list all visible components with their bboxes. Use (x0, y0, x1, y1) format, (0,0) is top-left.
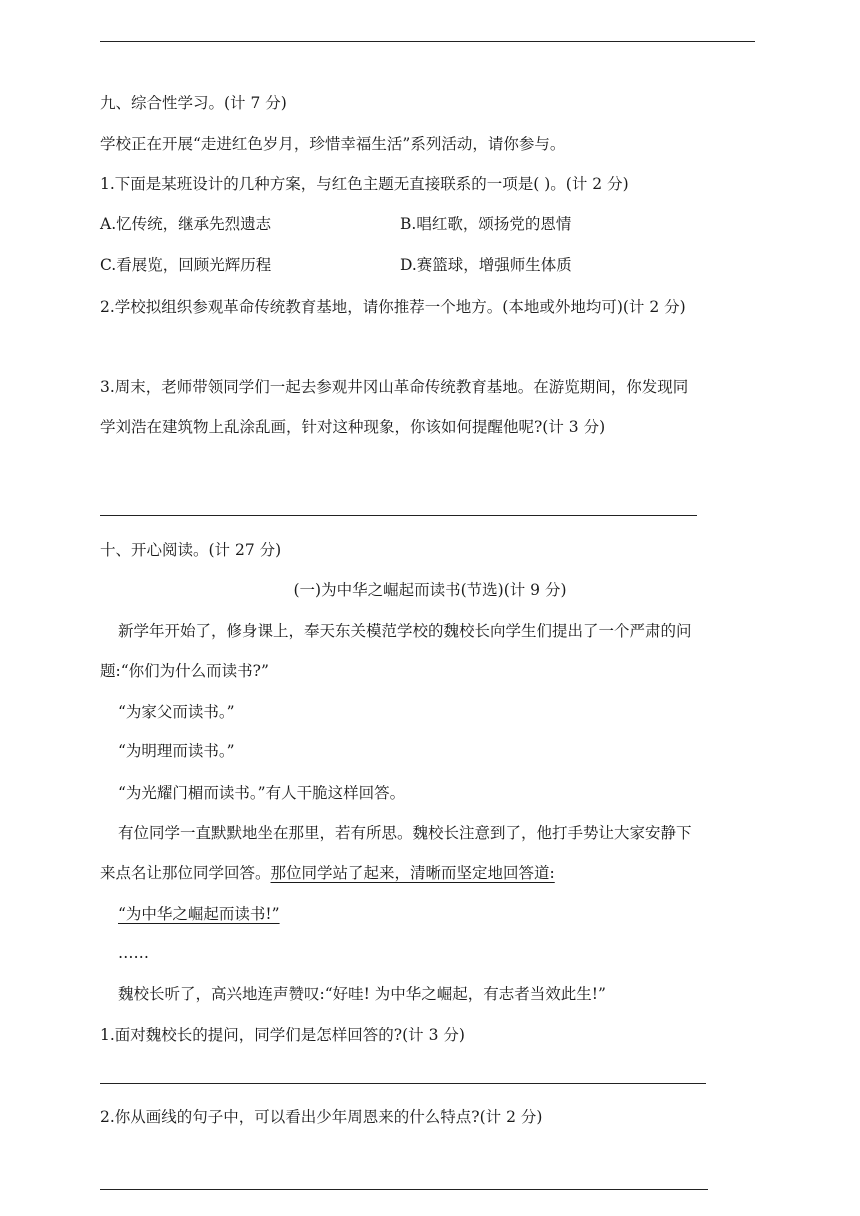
passage-paragraph-5-line-1: 有位同学一直默默地坐在那里，若有所思。魏校长注意到了，他打手势让大家安静下 (118, 824, 692, 842)
section-9-question-2: 2.学校拟组织参观革命传统教育基地，请你推荐一个地方。(本地或外地均可)(计 2 分) (100, 298, 686, 316)
underlined-sentence-part-2: “为中华之崛起而读书!” (118, 905, 280, 923)
section-9-question-3-line-2: 学刘浩在建筑物上乱涂乱画，针对这种现象，你该如何提醒他呢?(计 3 分) (100, 418, 606, 436)
ellipsis: …… (118, 944, 149, 962)
section-9-intro: 学校正在开展“走进红色岁月，珍惜幸福生活”系列活动，请你参与。 (100, 135, 566, 153)
section-10-question-2: 2.你从画线的句子中，可以看出少年周恩来的什么特点?(计 2 分) (100, 1108, 543, 1126)
passage-paragraph-3: “为明理而读书。” (118, 742, 235, 760)
section-9-heading: 九、综合性学习。(计 7 分) (100, 94, 287, 112)
section-10-heading: 十、开心阅读。(计 27 分) (100, 541, 282, 559)
passage-paragraph-4: “为光耀门楣而读书。”有人干脆这样回答。 (118, 784, 406, 802)
section-9-question-1: 1.下面是某班设计的几种方案，与红色主题无直接联系的一项是( )。(计 2 分) (100, 175, 629, 193)
passage-paragraph-1-line-2: 题:“你们为什么而读书?” (100, 662, 269, 680)
answer-line-q1 (100, 1083, 706, 1084)
option-d: D.赛篮球，增强师生体质 (400, 256, 572, 274)
top-rule (100, 41, 755, 42)
answer-line-q2 (100, 1189, 708, 1190)
passage-paragraph-5-line-2 (100, 863, 555, 883)
option-b: B.唱红歌，颂扬党的恩情 (400, 215, 572, 233)
option-c: C.看展览，回顾光辉历程 (100, 256, 272, 274)
passage-paragraph-2: “为家父而读书。” (118, 703, 235, 721)
underlined-sentence-part-1: 那位同学站了起来，清晰而坚定地回答道: (270, 864, 555, 882)
passage-title: (一)为中华之崛起而读书(节选)(计 9 分) (293, 581, 567, 599)
passage-paragraph-5-plain: 来点名让那位同学回答。 (100, 864, 271, 882)
answer-line-q3 (100, 515, 697, 516)
passage-paragraph-7: 魏校长听了，高兴地连声赞叹:“好哇! 为中华之崛起，有志者当效此生!” (118, 985, 606, 1003)
option-a: A.忆传统，继承先烈遗志 (100, 215, 272, 233)
section-10-question-1: 1.面对魏校长的提问，同学们是怎样回答的?(计 3 分) (100, 1026, 465, 1044)
passage-paragraph-1-line-1: 新学年开始了，修身课上，奉天东关模范学校的魏校长向学生们提出了一个严肃的问 (118, 622, 692, 640)
section-9-question-3-line-1: 3.周末，老师带领同学们一起去参观井冈山革命传统教育基地。在游览期间，你发现同 (100, 378, 689, 396)
